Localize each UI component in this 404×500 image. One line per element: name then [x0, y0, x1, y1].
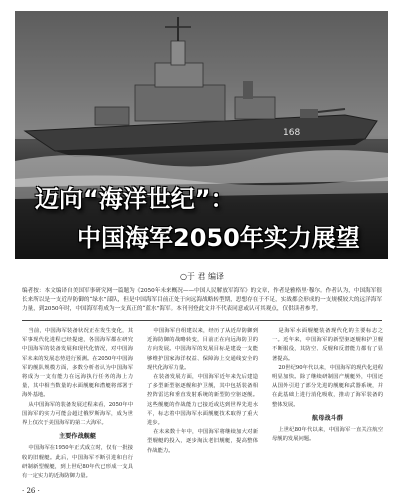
column-1: [22, 327, 133, 481]
article-title-line1: 迈向“海洋世纪”：: [35, 185, 235, 213]
paragraph: 中国海军自组建以来，经历了从近岸防御到近海防御的战略转变，目前正在向远海防卫的方向发展。中国海军的发展目标是建设一支能够维护国家海洋权益、保障海上交通线安全的现代化海军力量。: [147, 328, 258, 371]
paragraph: 在未来数十年中，中国海军将继续加大对新型舰艇的投入，逐步淘汰老旧舰艇，提高整体作战能力。: [147, 429, 258, 454]
paragraph: 当前，中国海军装备状况正在发生变化，其军事现代化进程已经提速，各国海军都在研究中国海军的装备发展和现代化情况，对中国海军未来的发展态势进行预测。在2050年中国海军的舰队规模方面，多数分析者认为中国海军将成为一支有能力在远海执行任务的海上力量，其中相当数量的水面舰艇和潜艇将部署于海外基地。: [22, 328, 133, 399]
section-heading: 主要作战舰艇: [58, 433, 97, 441]
hull-number: 168: [283, 128, 301, 138]
editor-note: 编者按：本文编译自美国军事研究网一篇题为《2050年未来概况——中国人民解放军海军》的文章，作者是雅格里·穆尔。作者认为，中国海军很长来所以是一支近岸防御的“绿水”部队，但是中国海军目前正处于向远海战略转型期，思想存在于不足，实战都会形成的一支规模较大的远洋海军力量，到2050年时，中国海军将成为一支真正的“蓝水”海军。本刊刊登此文并不代表同意或认可其观点，仅供读者参考。: [22, 288, 382, 312]
section-heading: 航母战斗群: [312, 414, 343, 422]
divider: [22, 320, 382, 321]
paragraph: 是海军水面舰艇装备现代化的主要标志之一。近年来，中国海军的新型驱逐舰和护卫舰不断服役，其防空、反舰和反潜能力都有了显著提高。: [272, 328, 383, 362]
paragraph: 从中国海军的装备发展过程来看，2050年中国海军的实力可能会超过俄罗斯海军，成为世界上仅次于美国海军的第二大海军。: [22, 401, 133, 427]
paragraph: 中国海军在1950年正式成立时，仅有一批接收的旧舰艇。此后，中国海军不断引进和自行研制新型舰艇，到上世纪80年代已形成一支具有一定实力的近海防御力量。: [22, 445, 133, 480]
column-3: [272, 327, 383, 444]
article-title-line2: 中国海军2050年实力展望: [77, 224, 360, 252]
column-2: [147, 327, 258, 456]
page-number: · 26 ·: [22, 487, 40, 495]
hero-photo: [15, 11, 388, 259]
paragraph: 上世纪80年代以来，中国海军一直关注航空母舰的发展问题。: [272, 427, 383, 443]
paragraph: 20世纪90年代以来，中国海军的现代化进程明显加快。除了继续研制国产舰艇外，中国还从国外引进了部分先进的舰艇和武器系统，并在此基础上进行消化吸收，推动了海军装备的整体发展。: [272, 364, 383, 408]
byline: ○于 君 编译: [179, 272, 225, 281]
paragraph: 在装备发展方面，中国海军近年来先后建造了多型新型驱逐舰和护卫舰，其中包括装备相控阵雷达和垂直发射系统的新型防空驱逐舰。这些舰艇的作战能力已接近或达到世界先进水平，标志着中国海军水面舰艇技术取得了重大进步。: [147, 374, 258, 427]
